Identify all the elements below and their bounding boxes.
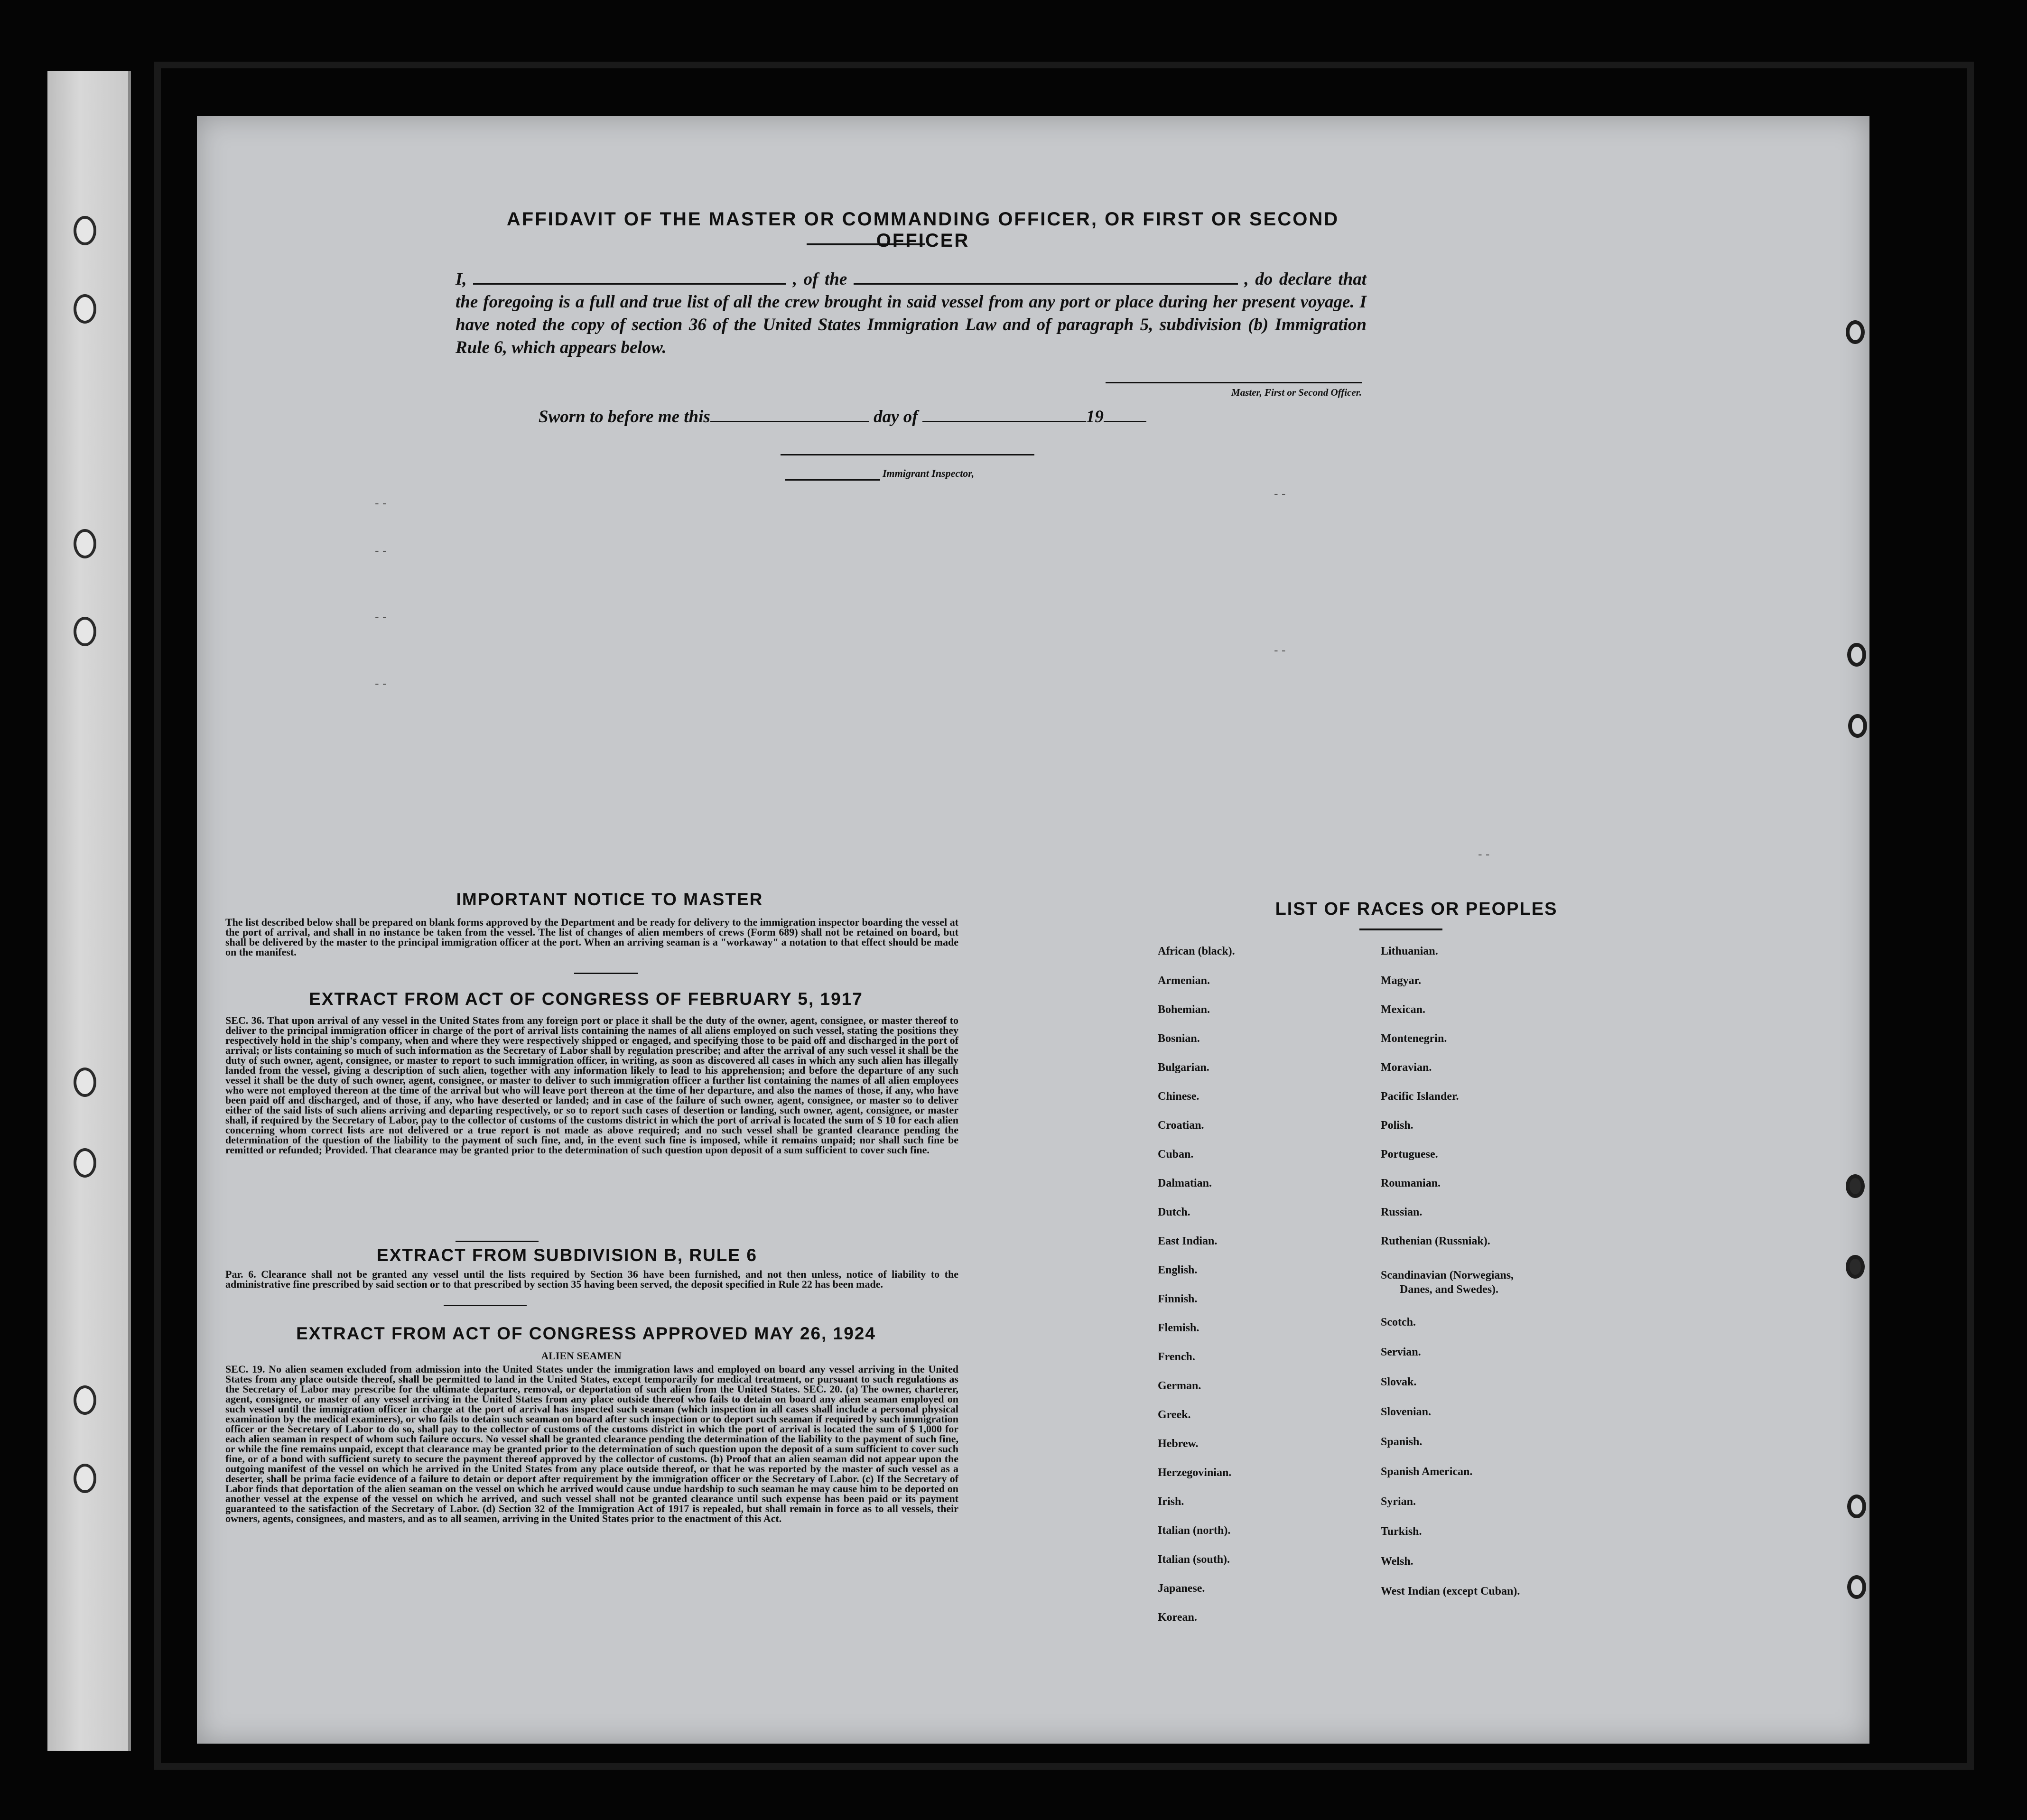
signature-line[interactable] <box>1106 382 1362 383</box>
race-item: East Indian. <box>1158 1235 1218 1247</box>
binder-hole <box>74 617 96 646</box>
affidavit-body <box>456 268 1367 359</box>
affidavit-text: that the foregoing is a full and true list of all the crew brought in said vessel from any port or place during her present voyage. I have noted the copy of section 36 of the United States Immigration Law and of paragraph 5, subdivision (b) Immigration Rule 6, which appears below. <box>456 269 1367 357</box>
race-item: Portuguese. <box>1381 1148 1438 1161</box>
race-item: Greek. <box>1158 1409 1191 1421</box>
race-item: African (black). <box>1158 945 1235 957</box>
race-item: Russian. <box>1381 1206 1423 1218</box>
race-item: Turkish. <box>1381 1525 1422 1538</box>
inspector-line <box>785 479 880 481</box>
race-item: Danes, and Swedes). <box>1400 1283 1499 1296</box>
race-item: Syrian. <box>1381 1495 1416 1508</box>
race-item: Scotch. <box>1381 1316 1416 1328</box>
race-item: Italian (south). <box>1158 1553 1230 1566</box>
race-item: German. <box>1158 1380 1201 1392</box>
race-item: Slovenian. <box>1381 1406 1432 1418</box>
race-item: Herzegovinian. <box>1158 1467 1232 1479</box>
sworn-statement <box>539 407 1203 427</box>
race-item: Bosnian. <box>1158 1032 1200 1045</box>
race-item: Croatian. <box>1158 1119 1204 1132</box>
sworn-year-blank[interactable] <box>1104 409 1146 422</box>
race-item: Chinese. <box>1158 1090 1199 1103</box>
race-item: Moravian. <box>1381 1061 1432 1074</box>
race-item: Japanese. <box>1158 1582 1205 1595</box>
race-item: Roumanian. <box>1381 1177 1441 1189</box>
race-item: Dutch. <box>1158 1206 1190 1218</box>
dash-mark: - - <box>375 496 387 510</box>
race-item: Ruthenian (Russniak). <box>1381 1235 1490 1247</box>
race-item: English. <box>1158 1264 1198 1276</box>
race-item: Cuban. <box>1158 1148 1194 1161</box>
punch-hole <box>1848 714 1867 738</box>
dash-mark: - - <box>1478 847 1490 861</box>
race-item: Spanish American. <box>1381 1466 1473 1478</box>
extract-1924-subtitle: ALIEN SEAMEN <box>541 1350 622 1362</box>
race-item: Lithuanian. <box>1381 945 1438 957</box>
inspector-line[interactable] <box>781 454 1034 455</box>
sworn-month-blank[interactable] <box>922 409 1086 422</box>
divider <box>444 1305 527 1306</box>
divider <box>574 973 638 974</box>
notice-title: IMPORTANT NOTICE TO MASTER <box>456 890 763 909</box>
divider <box>456 1241 539 1242</box>
affidavit-word: I, <box>456 269 467 289</box>
binder-hole <box>74 1464 96 1493</box>
divider <box>1359 929 1442 930</box>
race-item: Flemish. <box>1158 1322 1199 1334</box>
sworn-prefix: Sworn to before me this <box>539 407 710 427</box>
binder-hole <box>74 529 96 558</box>
race-item: Bohemian. <box>1158 1003 1210 1016</box>
notice-text: The list described below shall be prepared on blank forms approved by the Department and be ready for delivery to the immigration inspector boarding the vessel at the port of arrival, and shall in no instance be taken from the vessel. The list of changes of alien members of crews (Form 689) shall not be retained on board, but shall be delivered by the master to the principal immigration officer at the port. When an arriving seaman is a "workaway" a notation to that effect should be made on the manifest. <box>225 916 958 958</box>
extract-1924-text: SEC. 19. No alien seamen excluded from admission into the United States under the immigration laws and employed on board any vessel arriving in the United States from any place outside thereof, shall be permitted to land in the United States, except temporarily for medical treatment, or pursuant to such regulations as the Secretary of Labor may prescribe for the ultimate departure, removal, or deportation of such alien from the United States. SEC. 20. (a) The owner, charterer, agent, consignee, or master of any vessel arriving in the United States from any place outside thereof who fails to detain on board any alien seaman employed on such vessel until the immigration officer in charge at the port of arrival has inspected such seaman (which inspection in all cases shall include a personal physical examination by the medical examiners), or who fails to detain such seaman on board after such inspection or to deport such seaman if required by such immigration officer or the Secretary of Labor to do so, shall pay to the collector of customs of the customs district in which the port of arrival is located the sum of $ 1,000 for each alien seaman in respect of whom such failure occurs. No vessel shall be granted clearance pending the determination of the liability to the payment of such fine, or while the fine remains unpaid, except that clearance may be granted prior to the determination of such question upon the deposit of a sum sufficient to cover such fine, or of a bond with sufficient surety to secure the payment thereof approved by the collector of customs. (b) Proof that an alien seaman did not appear upon the outgoing manifest of the vessel on which he arrived in the United States from any place outside thereof, or that he was reported by the master of such vessel as a deserter, shall be prima facie evidence of a failure to detain or deport after requirement by the immigration officer or the Secretary of Labor. (c) If the Secretary of Labor finds that deportation of the alien seaman on the vessel on which he arrived would cause undue hardship to such seaman he may cause him to be deported on another vessel at the expense of the vessel on which he arrived, and such vessel shall not be granted clearance until such expense has been paid or its payment guaranteed to the satisfaction of the Secretary of Labor. (d) Section 32 of the Immigration Act of 1917 is repealed, but shall remain in force as to all vessels, their owners, agents, consignees, and masters, and as to all seamen, arriving in the United States prior to the enactment of this Act. <box>225 1363 958 1524</box>
extract-rule6-title: EXTRACT FROM SUBDIVISION B, RULE 6 <box>377 1245 757 1265</box>
race-item: Hebrew. <box>1158 1438 1199 1450</box>
dash-mark: - - <box>375 543 387 557</box>
punch-hole <box>1847 643 1866 667</box>
punch-hole <box>1847 1495 1866 1518</box>
races-title: LIST OF RACES OR PEOPLES <box>1275 899 1558 919</box>
sworn-day: day of <box>874 407 918 427</box>
dash-mark: - - <box>1274 643 1286 657</box>
dash-mark: - - <box>375 610 387 624</box>
race-item: Italian (north). <box>1158 1524 1231 1537</box>
extract-1917-title: EXTRACT FROM ACT OF CONGRESS OF FEBRUARY 5, 1917 <box>309 989 863 1009</box>
affidavit-word: , of the <box>792 269 847 289</box>
race-item: Dalmatian. <box>1158 1177 1212 1189</box>
race-item: Montenegrin. <box>1381 1032 1447 1045</box>
race-item: Finnish. <box>1158 1293 1198 1305</box>
race-item: Polish. <box>1381 1119 1413 1132</box>
extract-rule6-text: Par. 6. Clearance shall not be granted any vessel until the lists required by Section 36 have been furnished, and not then unless, notice of liability to the administrative fine prescribed by said section or to that prescribed by section 35 having been served, the deposit specified in Rule 22 has been made. <box>225 1268 958 1290</box>
punch-hole <box>1846 1255 1865 1279</box>
name-blank[interactable] <box>473 271 786 285</box>
race-item: Scandinavian (Norwegians, <box>1381 1269 1514 1281</box>
race-item: Spanish. <box>1381 1436 1423 1448</box>
binder-hole <box>74 1068 96 1097</box>
binder-strip <box>47 71 131 1751</box>
vessel-blank[interactable] <box>854 271 1238 285</box>
sworn-year: 19 <box>1086 407 1104 427</box>
extract-1917-text: SEC. 36. That upon arrival of any vessel in the United States from any foreign port or place it shall be the duty of the owner, agent, consignee, or master thereof to deliver to the principal immigration officer in charge of the port of arrival lists containing the names of all aliens employed on such vessel, stating the positions they respectively hold in the ship's company, when and where they were respectively shipped or engaged, and specifying those to be paid off and discharged in the port of arrival; or lists containing so much of such information as the Secretary of Labor shall by regulation prescribe; and after the arrival of any such vessel it shall be the duty of such owner, agent, consignee, or master to report to such immigration officer, in writing, as soon as discovered all cases in which any such alien has illegally landed from the vessel, giving a description of such alien, together with any information likely to lead to his apprehension; and before the departure of any such vessel it shall be the duty of such owner, agent, consignee, or master to deliver to such immigration officer a further list containing the names of all alien employees who were not employed thereon at the time of the arrival but who will leave port thereon at the time of her departure, and also the names of those, if any, who have been paid off and discharged, and of those, if any, who have deserted or landed; and in case of the failure of such owner, agent, consignee, or master so to deliver either of the said lists of such aliens arriving and departing respectively, or so to report such cases of desertion or landing, such owner, agent, consignee, or master shall, if required by the Secretary of Labor, pay to the collector of customs of the customs district in which the port of arrival is located the sum of $ 10 for each alien concerning whom correct lists are not delivered or a true report is not made as above required; and no such vessel shall be granted clearance pending the determination of the question of the liability to the payment of such fine, and, in the event such fine is imposed, while it remains unpaid; nor shall such fine be remitted or refunded; Provided. That clearance may be granted prior to the determination of such question upon deposit of a sum sufficient to cover such fine. <box>225 1014 958 1156</box>
binder-hole <box>74 294 96 324</box>
race-item: Welsh. <box>1381 1555 1413 1568</box>
race-item: Magyar. <box>1381 975 1422 987</box>
signature-label: Master, First or Second Officer. <box>1231 387 1362 398</box>
race-item: Irish. <box>1158 1495 1184 1508</box>
binder-hole <box>74 1148 96 1178</box>
dash-mark: - - <box>1274 486 1286 501</box>
binder-hole <box>74 216 96 245</box>
affidavit-word: , do declare <box>1244 269 1332 289</box>
binder-hole <box>74 1385 96 1415</box>
race-item: Armenian. <box>1158 975 1210 987</box>
race-item: Bulgarian. <box>1158 1061 1209 1074</box>
divider <box>807 243 925 245</box>
punch-hole <box>1846 320 1865 344</box>
race-item: Servian. <box>1381 1346 1421 1358</box>
document-page <box>197 116 1869 1744</box>
punch-hole <box>1846 1174 1865 1198</box>
race-item: West Indian (except Cuban). <box>1381 1585 1520 1597</box>
race-item: Pacific Islander. <box>1381 1090 1459 1103</box>
sworn-date-blank[interactable] <box>710 409 869 422</box>
extract-1924-title: EXTRACT FROM ACT OF CONGRESS APPROVED MAY 26, 1924 <box>296 1324 876 1343</box>
race-item: French. <box>1158 1351 1195 1363</box>
punch-hole <box>1847 1575 1866 1599</box>
inspector-label: Immigrant Inspector, <box>883 467 975 479</box>
race-item: Mexican. <box>1381 1003 1425 1016</box>
dash-mark: - - <box>375 676 387 690</box>
race-item: Slovak. <box>1381 1376 1417 1388</box>
race-item: Korean. <box>1158 1611 1197 1624</box>
affidavit-title: AFFIDAVIT OF THE MASTER OR COMMANDING OFFICER, OR FIRST OR SECOND OFFICER <box>506 209 1339 251</box>
